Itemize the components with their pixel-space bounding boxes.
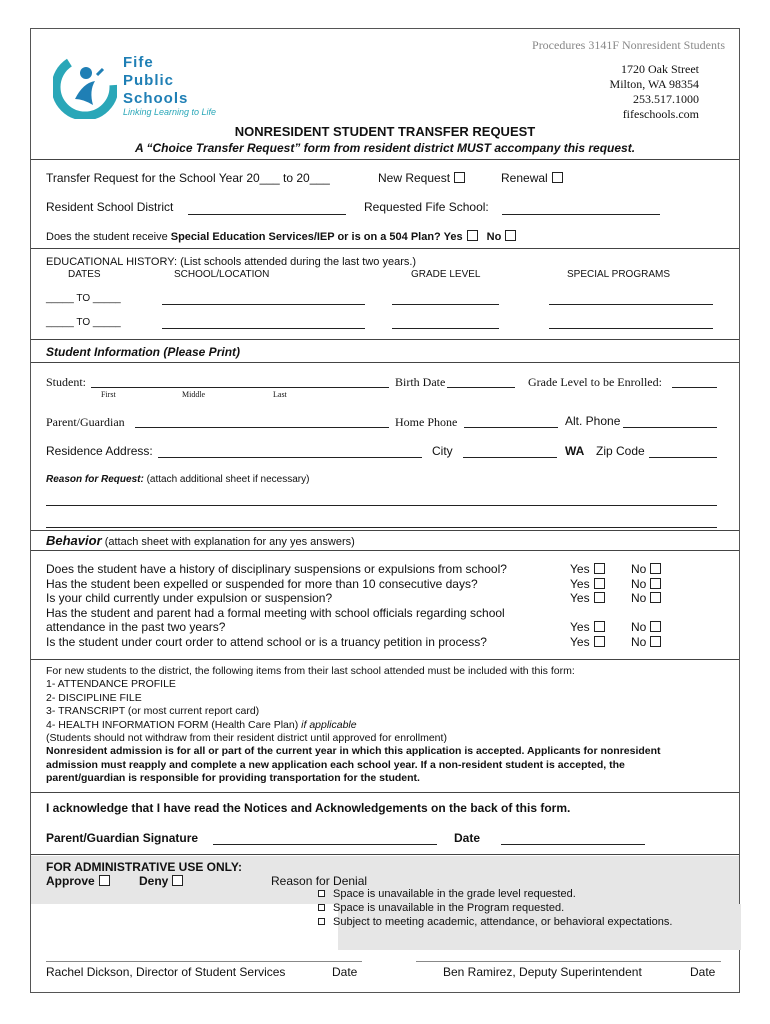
requirements-intro: For new students to the district, the following items from their last school attended must be included with this form:	[46, 665, 575, 677]
denial-reason-1: Space is unavailable in the grade level requested.	[318, 887, 672, 901]
behavior-yes-column	[570, 562, 605, 649]
admin-heading: FOR ADMINISTRATIVE USE ONLY:	[46, 860, 243, 874]
denial-reason-2: Space is unavailable in the Program requested.	[318, 901, 672, 915]
renewal-checkbox[interactable]	[552, 172, 563, 183]
residence-label: Residence Address:	[46, 444, 153, 458]
no-option-3: No	[631, 591, 661, 606]
logo-line-3: Schools	[123, 90, 189, 107]
requested-school-field[interactable]	[502, 214, 660, 215]
divider	[31, 248, 739, 249]
admission-note-3: parent/guardian is responsible for providing transportation for the student.	[46, 772, 420, 785]
birth-date-label: Birth Date	[395, 375, 446, 389]
renewal-label: Renewal	[501, 171, 548, 185]
no-option-1: No	[631, 562, 661, 577]
procedure-label: Procedures 3141F Nonresident Students	[532, 38, 725, 52]
requirement-3: 3- TRANSCRIPT (or most current report card)	[46, 705, 260, 718]
logo-line-2: Public	[123, 72, 175, 89]
yes-option-3: Yes	[570, 591, 605, 606]
behavior-note: (attach sheet with explanation for any yes answers)	[101, 536, 355, 548]
yes-checkbox-4[interactable]	[594, 621, 605, 632]
requirement-4: 4- HEALTH INFORMATION FORM (Health Care Plan) if applicable	[46, 718, 357, 731]
divider	[31, 530, 739, 531]
col-dates: DATES	[68, 269, 101, 280]
history-row-2-dates: _____ TO _____	[46, 317, 121, 328]
home-phone-field[interactable]	[464, 427, 558, 428]
reason-label	[46, 474, 309, 485]
grade-level-field[interactable]	[672, 387, 717, 388]
address-phone: 253.517.1000	[633, 92, 699, 106]
parent-guardian-field[interactable]	[135, 427, 389, 428]
form-subtitle: A “Choice Transfer Request” form from resident district MUST accompany this request.	[134, 141, 636, 155]
history-row-2-programs[interactable]	[549, 328, 713, 329]
signature-field[interactable]	[213, 844, 437, 845]
approve-option	[46, 874, 110, 888]
col-school: SCHOOL/LOCATION	[174, 269, 270, 280]
behavior-question-5: Is the student under court order to attend school or is a truancy petition in process?	[46, 634, 487, 649]
address-street: 1720 Oak Street	[621, 62, 699, 76]
behavior-heading-row	[46, 533, 355, 548]
signature-date-field[interactable]	[501, 844, 645, 845]
divider	[31, 854, 739, 855]
zip-field[interactable]	[649, 457, 717, 458]
yes-option-1: Yes	[570, 562, 605, 577]
reason-for-denial-label: Reason for Denial	[271, 874, 368, 888]
history-row-2-school[interactable]	[162, 328, 365, 329]
reason-field-line-2[interactable]	[46, 527, 717, 528]
logo-tagline: Linking Learning to Life	[123, 107, 217, 117]
special-ed-yes-checkbox[interactable]	[467, 230, 478, 241]
director-signature-label: Rachel Dickson, Director of Student Services	[46, 965, 286, 979]
behavior-question-3: Is your child currently under expulsion or suspension?	[46, 591, 333, 605]
form-page	[30, 28, 740, 993]
home-phone-label: Home Phone	[395, 415, 458, 429]
yes-checkbox-3[interactable]	[594, 592, 605, 603]
school-logo	[53, 55, 117, 119]
yes-checkbox-5[interactable]	[594, 636, 605, 647]
no-checkbox-2[interactable]	[650, 578, 661, 589]
last-name-caption: Last	[273, 390, 287, 399]
first-name-caption: First	[101, 390, 116, 399]
requirement-2: 2- DISCIPLINE FILE	[46, 691, 142, 704]
denial-reason-3-checkbox[interactable]	[318, 918, 325, 925]
signature-label: Parent/Guardian Signature	[46, 831, 199, 845]
behavior-question-4b: attendance in the past two years?	[46, 620, 226, 634]
deny-label: Deny	[139, 874, 169, 888]
divider	[31, 792, 739, 793]
no-checkbox-1[interactable]	[650, 563, 661, 574]
divider	[31, 659, 739, 660]
requirements-block	[46, 665, 661, 786]
requirement-1: 1- ATTENDANCE PROFILE	[46, 678, 176, 691]
reason-field-line-1[interactable]	[46, 505, 717, 506]
resident-district-field[interactable]	[188, 214, 346, 215]
history-label: EDUCATIONAL HISTORY: (List schools attended during the last two years.)	[46, 256, 417, 268]
zip-label: Zip Code	[596, 444, 645, 458]
col-grade: GRADE LEVEL	[411, 269, 481, 280]
acknowledge-text: I acknowledge that I have read the Notices and Acknowledgements on the back of this form.	[46, 801, 571, 815]
new-request-option	[378, 171, 465, 185]
no-checkbox-4[interactable]	[650, 621, 661, 632]
history-row-1-dates: _____ TO _____	[46, 293, 121, 304]
logo-emblem-icon	[53, 55, 117, 119]
middle-name-caption: Middle	[182, 390, 206, 399]
deny-option	[139, 874, 183, 888]
behavior-no-column	[631, 562, 661, 649]
history-row-1-grade[interactable]	[392, 304, 499, 305]
state-value: WA	[565, 444, 585, 458]
denial-reasons	[318, 887, 672, 929]
form-title: NONRESIDENT STUDENT TRANSFER REQUEST	[234, 124, 536, 139]
divider	[31, 339, 739, 340]
admin-white-area	[31, 904, 338, 950]
student-info-heading: Student Information (Please Print)	[46, 345, 241, 359]
denial-reason-2-checkbox[interactable]	[318, 904, 325, 911]
address-website: fifeschools.com	[622, 107, 699, 121]
address-city: Milton, WA 98354	[609, 77, 699, 91]
birth-date-field[interactable]	[447, 387, 515, 388]
yes-option-2: Yes	[570, 577, 605, 592]
logo-line-1: Fife	[123, 54, 154, 71]
school-year-label: Transfer Request for the School Year 20___ to 20___	[46, 171, 330, 185]
divider	[31, 159, 739, 160]
divider	[31, 362, 739, 363]
yes-checkbox-2[interactable]	[594, 578, 605, 589]
parent-guardian-label: Parent/Guardian	[46, 415, 125, 429]
reason-bold: Reason for Request:	[46, 474, 144, 485]
yes-checkbox-1[interactable]	[594, 563, 605, 574]
superintendent-signature-label: Ben Ramirez, Deputy Superintendent	[443, 965, 642, 979]
approve-checkbox[interactable]	[99, 875, 110, 886]
no-option-4: No	[631, 620, 661, 635]
deny-checkbox[interactable]	[172, 875, 183, 886]
reason-note: (attach additional sheet if necessary)	[143, 474, 310, 485]
signature-date-label: Date	[454, 831, 481, 845]
behavior-questions	[46, 562, 507, 649]
renewal-option	[501, 171, 563, 185]
special-ed-prefix: Does the student receive	[46, 231, 171, 243]
withdraw-note: (Students should not withdraw from their resident district until approved for enrollment)	[46, 732, 447, 745]
student-name-field[interactable]	[91, 387, 389, 388]
special-ed-question	[46, 230, 516, 243]
divider	[31, 550, 739, 551]
history-row-1-school[interactable]	[162, 304, 365, 305]
no-checkbox-3[interactable]	[650, 592, 661, 603]
denial-reason-3: Subject to meeting academic, attendance, or behavioral expectations.	[318, 915, 672, 929]
city-field[interactable]	[463, 457, 557, 458]
new-request-label: New Request	[378, 171, 451, 185]
director-signature-field[interactable]	[46, 961, 362, 962]
superintendent-signature-field[interactable]	[416, 961, 721, 962]
alt-phone-field[interactable]	[623, 427, 717, 428]
admission-note-1: Nonresident admission is for all or part of the current year in which this application is accepted. Applicants for nonresident	[46, 745, 661, 758]
city-label: City	[432, 444, 453, 458]
school-address	[610, 62, 699, 122]
approve-label: Approve	[46, 874, 95, 888]
student-label: Student:	[46, 375, 87, 389]
no-checkbox-5[interactable]	[650, 636, 661, 647]
history-row-1-programs[interactable]	[549, 304, 713, 305]
no-option-5: No	[631, 635, 661, 650]
behavior-question-2: Has the student been expelled or suspended for more than 10 consecutive days?	[46, 576, 478, 591]
superintendent-date-label: Date	[690, 965, 716, 979]
admission-note-2: admission must reapply and complete a new application each school year. If a non-resident student is accepted, the	[46, 758, 625, 771]
director-date-label: Date	[332, 965, 358, 979]
yes-option-5: Yes	[570, 635, 605, 650]
resident-district-label: Resident School District	[46, 200, 174, 214]
yes-option-4: Yes	[570, 620, 605, 635]
special-ed-no-label: No	[486, 231, 502, 243]
logo-text	[123, 54, 188, 108]
no-option-2: No	[631, 577, 661, 592]
alt-phone-label: Alt. Phone	[565, 414, 621, 428]
behavior-heading: Behavior	[46, 533, 102, 548]
behavior-question-4a: Has the student and parent had a formal meeting with school officials regarding school	[46, 605, 505, 620]
behavior-question-1: Does the student have a history of disciplinary suspensions or expulsions from school?	[46, 562, 507, 576]
requested-school-label: Requested Fife School:	[364, 200, 489, 214]
denial-reason-1-checkbox[interactable]	[318, 890, 325, 897]
col-programs: SPECIAL PROGRAMS	[567, 269, 670, 280]
residence-field[interactable]	[158, 457, 422, 458]
special-ed-bold: Special Education Services/IEP or is on a 504 Plan? Yes	[170, 231, 463, 243]
history-row-2-grade[interactable]	[392, 328, 499, 329]
special-ed-no-checkbox[interactable]	[505, 230, 516, 241]
grade-level-label: Grade Level to be Enrolled:	[528, 375, 662, 389]
new-request-checkbox[interactable]	[454, 172, 465, 183]
